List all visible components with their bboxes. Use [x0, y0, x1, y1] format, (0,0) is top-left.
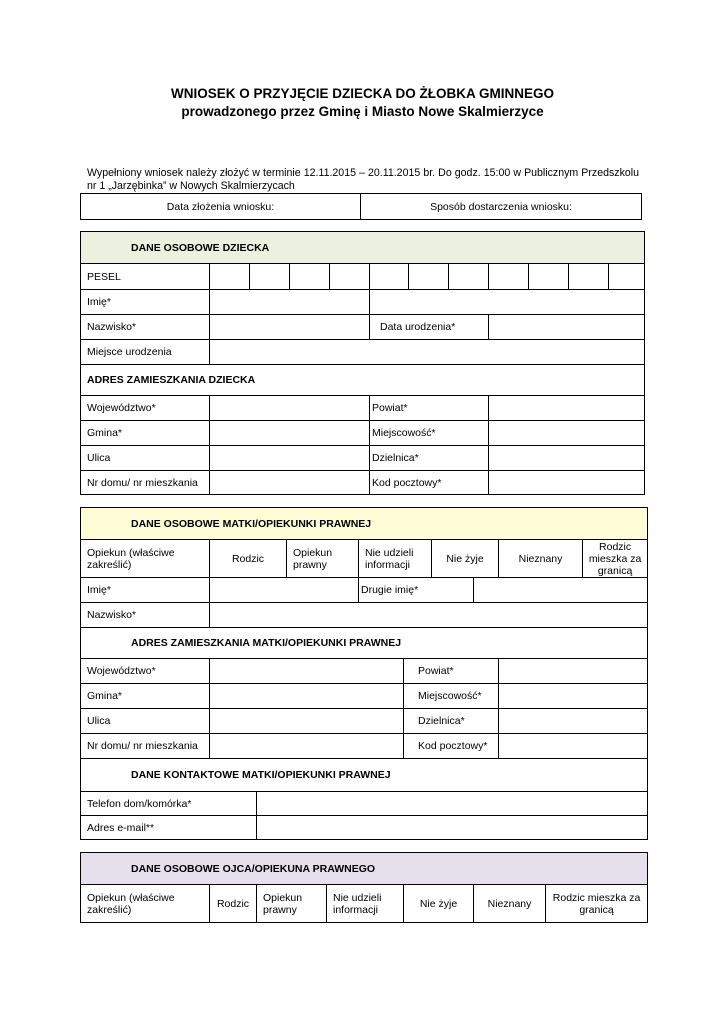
mother-section-header: DANE OSOBOWE MATKI/OPIEKUNKI PRAWNEJ: [81, 508, 648, 540]
mother-opt-unknown[interactable]: Nieznany: [499, 540, 583, 578]
mother-middle-name-field[interactable]: [474, 578, 648, 603]
pesel-digit-11[interactable]: [609, 264, 645, 290]
father-section-header: DANE OSOBOWE OJCA/OPIEKUNA PRAWNEGO: [81, 853, 648, 885]
mother-first-name-label: Imię*: [81, 578, 210, 603]
pesel-digit-7[interactable]: [449, 264, 489, 290]
pesel-digit-2[interactable]: [250, 264, 290, 290]
child-first-name-field[interactable]: [210, 290, 370, 315]
pesel-digit-6[interactable]: [409, 264, 449, 290]
child-county-label: Powiat*: [370, 396, 489, 421]
child-postcode-label: Kod pocztowy*: [370, 471, 489, 495]
mother-opt-parent[interactable]: Rodzic: [210, 540, 287, 578]
mother-town-field[interactable]: [499, 684, 648, 709]
mother-district-label: Dzielnica*: [404, 709, 499, 734]
child-birth-date-field[interactable]: [489, 315, 645, 340]
child-section-header: DANE OSOBOWE DZIECKA: [81, 232, 645, 264]
child-commune-label: Gmina*: [81, 421, 210, 446]
father-opt-parent[interactable]: Rodzic: [210, 885, 257, 923]
child-voivodeship-field[interactable]: [210, 396, 370, 421]
submission-date-field[interactable]: Data złożenia wniosku:: [81, 194, 361, 220]
child-birth-place-label: Miejsce urodzenia: [81, 340, 210, 365]
child-commune-field[interactable]: [210, 421, 370, 446]
form-subtitle: prowadzonego przez Gminę i Miasto Nowe Skalmierzyce: [181, 104, 544, 119]
mother-guardian-label: Opiekun (właściwe zakreślić): [81, 540, 210, 578]
child-district-field[interactable]: [489, 446, 645, 471]
father-opt-deceased[interactable]: Nie żyje: [404, 885, 474, 923]
mother-commune-label: Gmina*: [81, 684, 210, 709]
submission-method-field[interactable]: Sposób dostarczenia wniosku:: [361, 194, 642, 220]
child-first-name-label: Imię*: [81, 290, 210, 315]
mother-district-field[interactable]: [499, 709, 648, 734]
mother-house-no-label: Nr domu/ nr mieszkania: [81, 734, 210, 759]
mother-street-field[interactable]: [210, 709, 404, 734]
mother-last-name-field[interactable]: [210, 603, 648, 628]
mother-first-name-field[interactable]: [210, 578, 359, 603]
mother-opt-no-info[interactable]: Nie udzieli informacji: [359, 540, 432, 578]
mother-house-no-field[interactable]: [210, 734, 404, 759]
child-data-table: [80, 231, 645, 495]
mother-opt-legal-guardian[interactable]: Opiekun prawny: [287, 540, 359, 578]
mother-middle-name-label: Drugie imię*: [359, 578, 474, 603]
child-town-field[interactable]: [489, 421, 645, 446]
mother-email-field[interactable]: [257, 816, 648, 840]
mother-phone-label: Telefon dom/komórka*: [81, 792, 257, 816]
pesel-digit-9[interactable]: [529, 264, 569, 290]
submission-table: [80, 193, 642, 220]
pesel-digit-3[interactable]: [290, 264, 330, 290]
child-county-field[interactable]: [489, 396, 645, 421]
child-birth-date-label: Data urodzenia*: [370, 315, 489, 340]
child-last-name-field[interactable]: [210, 315, 370, 340]
mother-last-name-label: Nazwisko*: [81, 603, 210, 628]
mother-voivodeship-field[interactable]: [210, 659, 404, 684]
child-town-label: Miejscowość*: [370, 421, 489, 446]
child-last-name-label: Nazwisko*: [81, 315, 210, 340]
mother-street-label: Ulica: [81, 709, 210, 734]
mother-postcode-field[interactable]: [499, 734, 648, 759]
mother-address-header: ADRES ZAMIESZKANIA MATKI/OPIEKUNKI PRAWNEJ: [81, 628, 648, 659]
mother-commune-field[interactable]: [210, 684, 404, 709]
mother-county-field[interactable]: [499, 659, 648, 684]
child-address-header: ADRES ZAMIESZKANIA DZIECKA: [81, 365, 645, 396]
mother-email-label: Adres e-mail**: [81, 816, 257, 840]
child-house-no-field[interactable]: [210, 471, 370, 495]
pesel-label: PESEL: [81, 264, 210, 290]
child-street-label: Ulica: [81, 446, 210, 471]
mother-opt-abroad[interactable]: Rodzic mieszka za granicą: [583, 540, 648, 578]
child-street-field[interactable]: [210, 446, 370, 471]
father-opt-abroad[interactable]: Rodzic mieszka za granicą: [546, 885, 648, 923]
child-district-label: Dzielnica*: [370, 446, 489, 471]
child-voivodeship-label: Województwo*: [81, 396, 210, 421]
mother-town-label: Miejscowość*: [404, 684, 499, 709]
pesel-digit-10[interactable]: [569, 264, 609, 290]
mother-postcode-label: Kod pocztowy*: [404, 734, 499, 759]
child-postcode-field[interactable]: [489, 471, 645, 495]
child-birth-place-field[interactable]: [210, 340, 645, 365]
father-opt-no-info[interactable]: Nie udzieli informacji: [327, 885, 404, 923]
mother-county-label: Powiat*: [404, 659, 499, 684]
father-data-table: [80, 852, 648, 923]
mother-opt-deceased[interactable]: Nie żyje: [432, 540, 499, 578]
pesel-digit-5[interactable]: [370, 264, 409, 290]
pesel-digit-8[interactable]: [489, 264, 529, 290]
child-house-no-label: Nr domu/ nr mieszkania: [81, 471, 210, 495]
mother-data-table: [80, 507, 648, 840]
father-guardian-label: Opiekun (właściwe zakreślić): [81, 885, 210, 923]
mother-contact-header: DANE KONTAKTOWE MATKI/OPIEKUNKI PRAWNEJ: [81, 759, 648, 792]
mother-voivodeship-label: Województwo*: [81, 659, 210, 684]
father-opt-legal-guardian[interactable]: Opiekun prawny: [257, 885, 327, 923]
child-first-name-field-extra[interactable]: [370, 290, 645, 315]
mother-phone-field[interactable]: [257, 792, 648, 816]
pesel-digit-4[interactable]: [330, 264, 370, 290]
form-title: WNIOSEK O PRZYJĘCIE DZIECKA DO ŻŁOBKA GMINNEGO: [170, 86, 555, 101]
pesel-digit-1[interactable]: [210, 264, 250, 290]
father-opt-unknown[interactable]: Nieznany: [474, 885, 546, 923]
instructions-text: Wypełniony wniosek należy złożyć w terminie 12.11.2015 – 20.11.2015 br. Do godz. 15:00 w Publicznym Przedszkolu nr 1 „Jarzębinka” w Nowych Skalmierzycach: [87, 167, 639, 192]
